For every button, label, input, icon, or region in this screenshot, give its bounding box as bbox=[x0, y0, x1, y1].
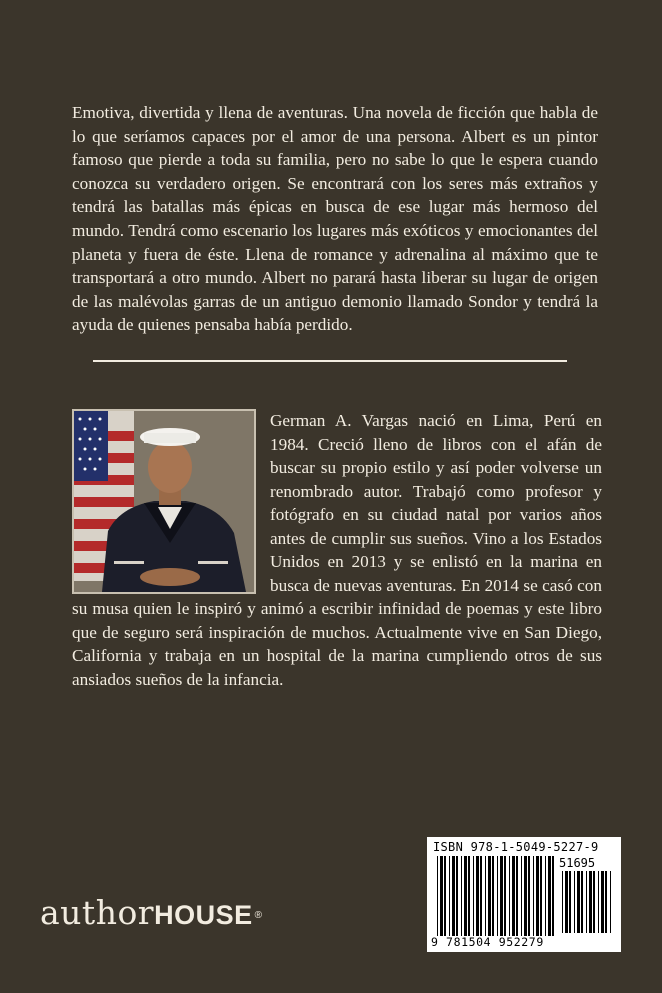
barcode-bar bbox=[548, 856, 551, 936]
barcode-bar bbox=[540, 856, 542, 936]
barcode-bar bbox=[528, 856, 530, 936]
barcode-bar bbox=[569, 871, 571, 933]
price-code: 51695 bbox=[559, 856, 596, 870]
barcode-bar bbox=[565, 871, 568, 933]
barcode-bar bbox=[536, 856, 539, 936]
barcode-bar bbox=[577, 871, 580, 933]
ean-digits: 9 781504 952279 bbox=[431, 935, 544, 949]
barcode-bar bbox=[488, 856, 491, 936]
addon-bars bbox=[562, 871, 614, 933]
barcode-bar bbox=[497, 856, 498, 936]
barcode-bar bbox=[452, 856, 455, 936]
barcode-bar bbox=[509, 856, 510, 936]
barcode-bar bbox=[562, 871, 563, 933]
isbn-barcode bbox=[427, 837, 621, 952]
barcode-bar bbox=[512, 856, 515, 936]
barcode-bar bbox=[485, 856, 486, 936]
barcode-bar bbox=[545, 856, 546, 936]
ean-bars bbox=[437, 856, 555, 936]
barcode-bar bbox=[440, 856, 443, 936]
barcode-bar bbox=[610, 871, 611, 933]
barcode-bar bbox=[480, 856, 482, 936]
barcode-bar bbox=[444, 856, 446, 936]
barcode-bar bbox=[468, 856, 470, 936]
author-photo bbox=[72, 409, 256, 594]
section-divider bbox=[93, 360, 567, 362]
barcode-bar bbox=[437, 856, 438, 936]
publisher-logo: authorHOUSE ® bbox=[40, 893, 262, 932]
barcode-bar bbox=[552, 856, 554, 936]
barcode-bar bbox=[461, 856, 462, 936]
barcode-bar bbox=[601, 871, 604, 933]
barcode-bar bbox=[605, 871, 607, 933]
barcode-bar bbox=[473, 856, 474, 936]
barcode-bar bbox=[589, 871, 592, 933]
barcode-bar bbox=[586, 871, 587, 933]
barcode-bar bbox=[533, 856, 534, 936]
barcode-bar bbox=[492, 856, 494, 936]
barcode-bar bbox=[598, 871, 599, 933]
barcode-bar bbox=[574, 871, 575, 933]
barcode-bar bbox=[500, 856, 503, 936]
barcode-bar bbox=[521, 856, 522, 936]
barcode-bar bbox=[476, 856, 479, 936]
back-cover-blurb: Emotiva, divertida y llena de aventuras. Una novela de ficción que habla de lo que seríamos capaces por el amor de una persona. Albert es un pintor famoso que pierde a toda su familia, pero no sabe lo que le espera cuando conozca su verdadero origen. Se encontrará con los seres más extraños y tendrá las batallas más épicas en busca de ese lugar más hermoso del mundo. Tendrá como escenario los lugares más exóticos y emocionantes del planeta y fuera de éste. Llena de romance y adrenalina al máximo que te transportará a otro mundo. Albert no parará hasta liberar su lugar de origen de las malévolas garras de un antiguo demonio llamado Sondor y tendrá la ayuda de quienes pensaba había perdido. bbox=[72, 103, 598, 335]
barcode-bar bbox=[524, 856, 527, 936]
author-bio-text: German A. Vargas nació en Lima, Perú en 1984. Creció lleno de libros con el afán de buscar su propio estilo y así poder volverse un renombrado autor. Trabajó como profesor y fotógrafo en su ciudad natal por varios años antes de cumplir sus sueños. Vino a los Estados Unidos en 2013 y se enlistó en la marina en busca de nuevas aventuras. En 2014 se casó con su musa quien le inspiró y animó a escribir infinidad de poemas y este libro que de seguro será inspiración de muchos. Actualmente vive en San Diego, California y trabaja en un hospital de la marina cumpliendo otros de sus ansiados sueños de la infancia. bbox=[72, 411, 602, 689]
barcode-bar bbox=[464, 856, 467, 936]
barcode-bar bbox=[593, 871, 595, 933]
barcode-bar bbox=[516, 856, 518, 936]
barcode-bar bbox=[456, 856, 458, 936]
barcode-bar bbox=[581, 871, 583, 933]
barcode-bar bbox=[504, 856, 506, 936]
isbn-label: ISBN 978-1-5049-5227-9 bbox=[433, 840, 599, 854]
barcode-bar bbox=[449, 856, 450, 936]
